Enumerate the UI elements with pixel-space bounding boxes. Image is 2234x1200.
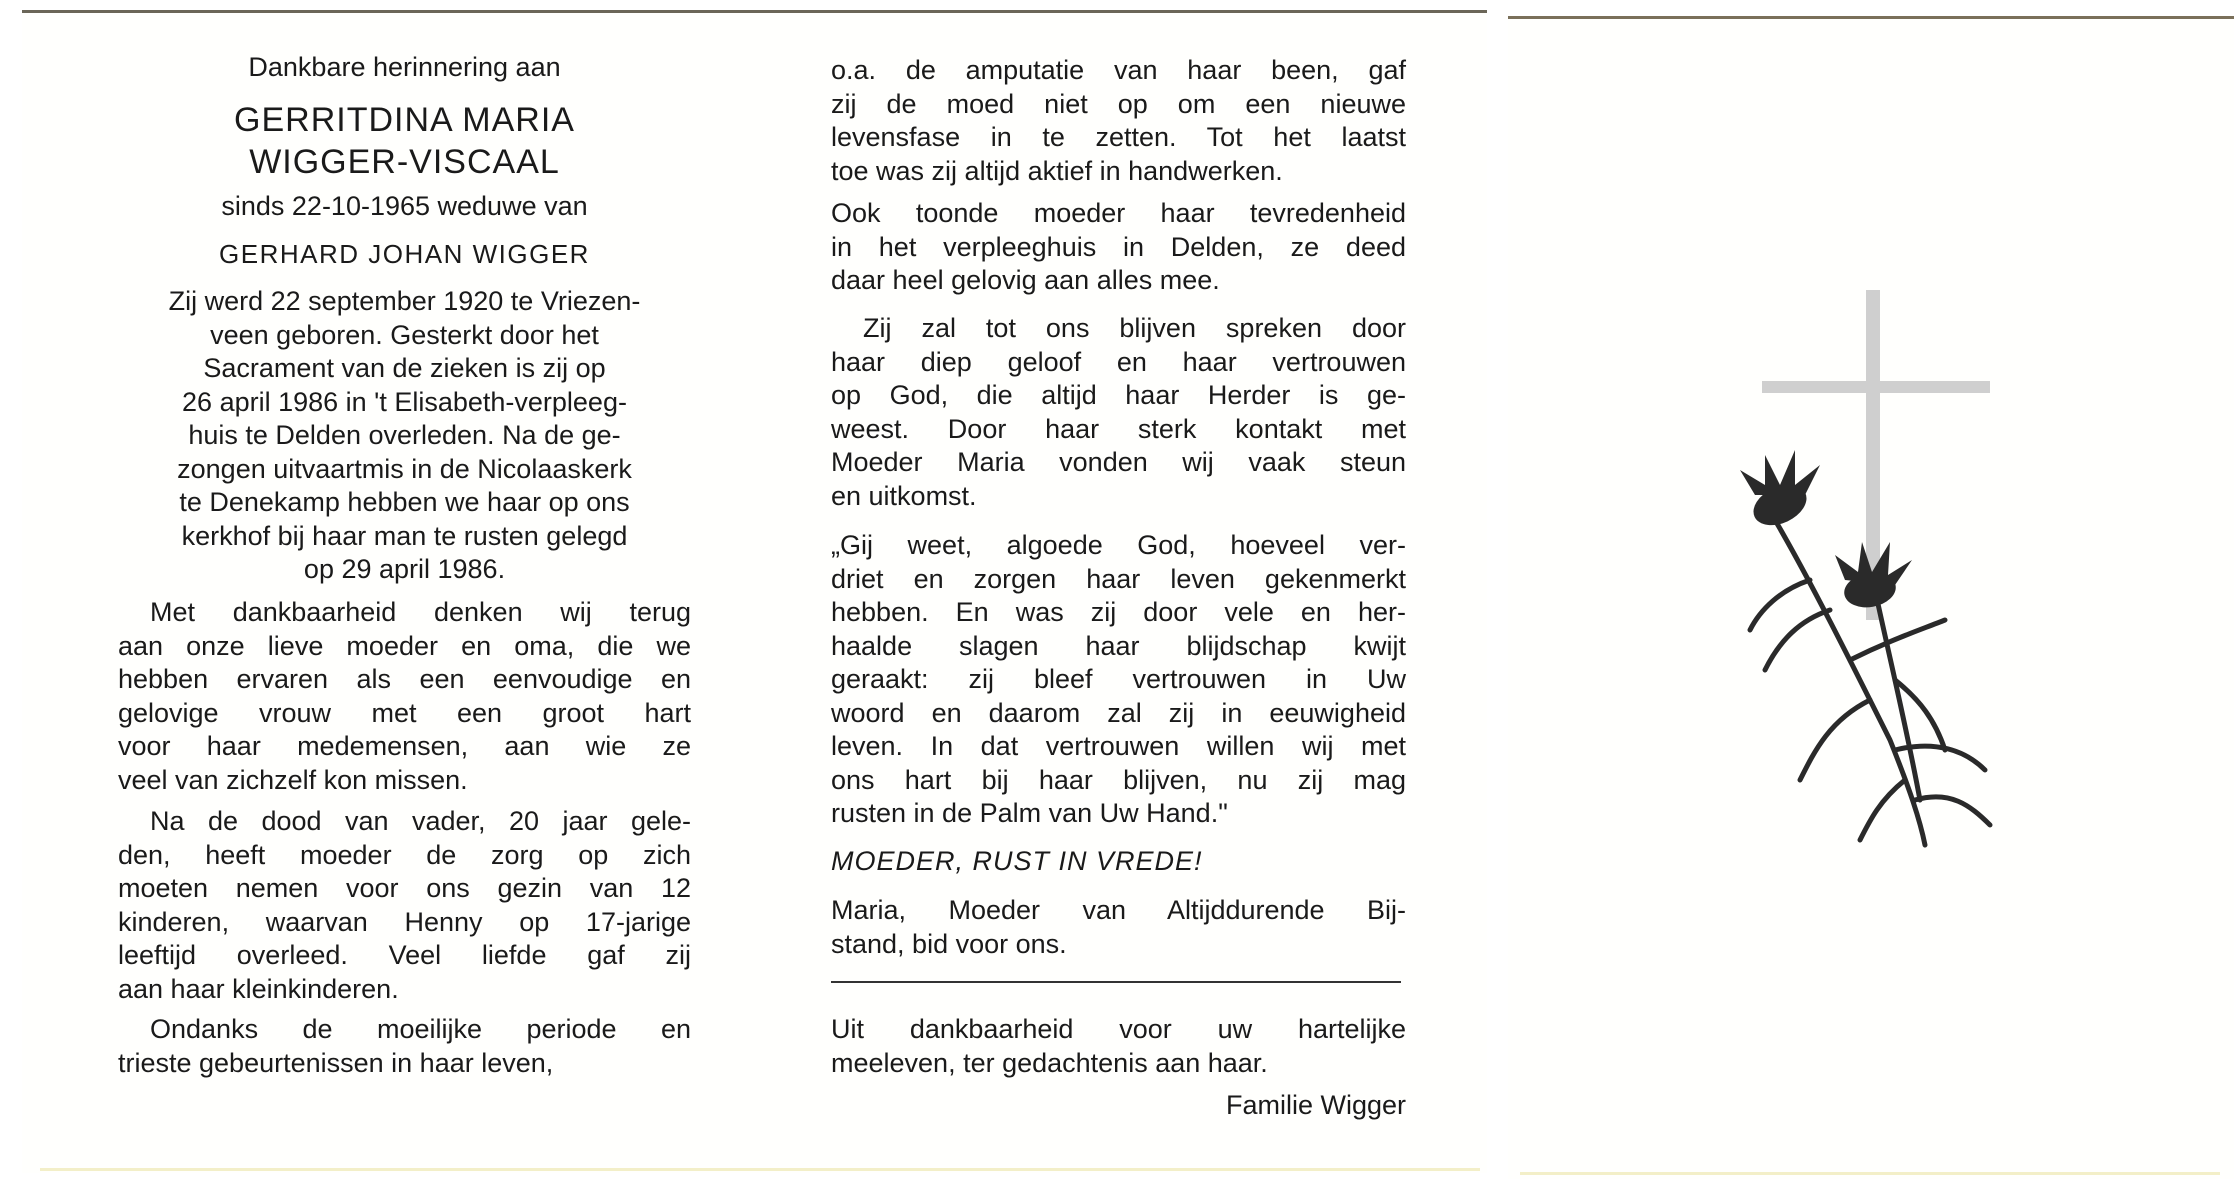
- motto-rest-in-peace: [831, 845, 1406, 879]
- text-line: den, heeft moeder de zorg op zich: [118, 839, 691, 870]
- text-line: en uitkomst.: [831, 480, 977, 511]
- text-line: geraakt: zij bleef vertrouwen in Uw: [831, 664, 1406, 694]
- paragraph-faith: [831, 312, 1406, 513]
- paragraph-thanks: [831, 1013, 1406, 1080]
- text-line: gelovige vrouw met een groot hart: [118, 697, 691, 728]
- cross-with-thistles-icon: [1720, 280, 2040, 860]
- text-line: Familie Wigger: [1225, 1090, 1406, 1120]
- text-line: haar diep geloof en haar vertrouwen: [831, 346, 1406, 377]
- text-line: Moeder Maria vonden wij vaak steun: [831, 447, 1406, 477]
- text-line: Uit dankbaarheid voor uw hartelijke: [831, 1014, 1406, 1044]
- text-line: Met dankbaarheid denken wij terug: [150, 597, 691, 627]
- text-line: toe was zij altijd aktief in handwerken.: [831, 155, 1283, 186]
- text-line: Zij zal tot ons blijven spreken door: [863, 313, 1406, 343]
- text-line: zij de moed niet op om een nieuwe: [831, 88, 1406, 119]
- card-bottom-edge: [40, 1168, 1480, 1171]
- paragraph-family: [118, 805, 691, 1006]
- paragraph-nursing-home: [831, 197, 1406, 298]
- text-line: stand, bid voor ons.: [831, 928, 1067, 959]
- paragraph-gratitude: [118, 596, 691, 797]
- text-line: voor haar medemensen, aan wie ze: [118, 731, 691, 761]
- husband-name: GERHARD JOHAN WIGGER: [219, 239, 590, 269]
- deceased-name-line2: WIGGER-VISCAAL: [249, 143, 560, 181]
- text-line: meeleven, ter gedachtenis aan haar.: [831, 1047, 1268, 1078]
- paragraph-prayer-quote: [831, 529, 1406, 831]
- widow-line: sinds 22-10-1965 weduwe van: [221, 191, 588, 221]
- deceased-name-line1: GERRITDINA MARIA: [234, 101, 575, 139]
- text-line: aan onze lieve moeder en oma, die we: [118, 630, 691, 661]
- text-line: op 29 april 1986.: [303, 554, 506, 584]
- card-bottom-edge: [1520, 1172, 2220, 1175]
- text-line: kinderen, waarvan Henny op 17-jarige: [118, 906, 691, 937]
- text-line: MOEDER, RUST IN VREDE!: [831, 846, 1203, 876]
- text-line: rusten in de Palm van Uw Hand.": [831, 798, 1228, 828]
- text-line: hebben ervaren als een eenvoudige en: [118, 664, 691, 694]
- text-line: veel van zichzelf kon missen.: [118, 764, 468, 795]
- text-line: kerkhof bij haar man te rusten gelegd: [181, 520, 628, 551]
- text-line: haalde slagen haar blijdschap kwijt: [831, 630, 1406, 661]
- text-line: in het verpleeghuis in Delden, ze deed: [831, 231, 1406, 262]
- text-line: Ondanks de moeilijke periode en: [150, 1014, 691, 1044]
- text-line: zongen uitvaartmis in de Nicolaaskerk: [177, 453, 632, 484]
- text-line: Maria, Moeder van Altijddurende Bij-: [831, 895, 1406, 925]
- text-line: o.a. de amputatie van haar been, gaf: [831, 55, 1406, 85]
- intro-text: Dankbare herinnering aan: [248, 52, 561, 82]
- text-line: aan haar kleinkinderen.: [118, 973, 399, 1004]
- paragraph-birth-death: [118, 285, 691, 587]
- text-line: moeten nemen voor ons gezin van 12: [118, 873, 691, 903]
- paragraph-difficult-period: [118, 1013, 691, 1080]
- text-line: Zij werd 22 september 1920 te Vriezen-: [168, 286, 641, 316]
- text-line: leven. In dat vertrouwen willen wij met: [831, 731, 1406, 761]
- text-line: leeftijd overleed. Veel liefde gaf zij: [118, 940, 691, 970]
- text-line: trieste gebeurtenissen in haar leven,: [118, 1047, 554, 1078]
- text-line: Sacrament van de zieken is zij op: [203, 353, 606, 383]
- text-line: op God, die altijd haar Herder is ge-: [831, 380, 1406, 410]
- text-line: driet en zorgen haar leven gekenmerkt: [831, 563, 1406, 594]
- thistle-flowers: [1740, 450, 1912, 611]
- text-line: Na de dood van vader, 20 jaar gele-: [150, 806, 691, 836]
- text-line: veen geboren. Gesterkt door het: [210, 319, 599, 350]
- text-line: hebben. En was zij door vele en her-: [831, 597, 1406, 627]
- text-line: ons hart bij haar blijven, nu zij mag: [831, 764, 1406, 795]
- text-line: 26 april 1986 in 't Elisabeth-verpleeg-: [182, 386, 627, 417]
- text-line: weest. Door haar sterk kontakt met: [831, 413, 1406, 444]
- signature-family: [831, 1089, 1406, 1123]
- text-line: daar heel gelovig aan alles mee.: [831, 265, 1220, 295]
- text-line: huis te Delden overleden. Na de ge-: [188, 420, 621, 450]
- text-line: „Gij weet, algoede God, hoeveel ver-: [831, 530, 1406, 560]
- paragraph-amputation: [831, 54, 1406, 188]
- text-line: woord en daarom zal zij in eeuwigheid: [831, 697, 1406, 728]
- divider-line: [831, 981, 1401, 983]
- paragraph-maria-prayer: [831, 894, 1406, 961]
- text-line: te Denekamp hebben we haar op ons: [179, 487, 630, 517]
- text-line: levensfase in te zetten. Tot het laatst: [831, 122, 1406, 152]
- cross-horizontal-beam: [1762, 381, 1990, 393]
- text-line: Ook toonde moeder haar tevredenheid: [831, 198, 1406, 228]
